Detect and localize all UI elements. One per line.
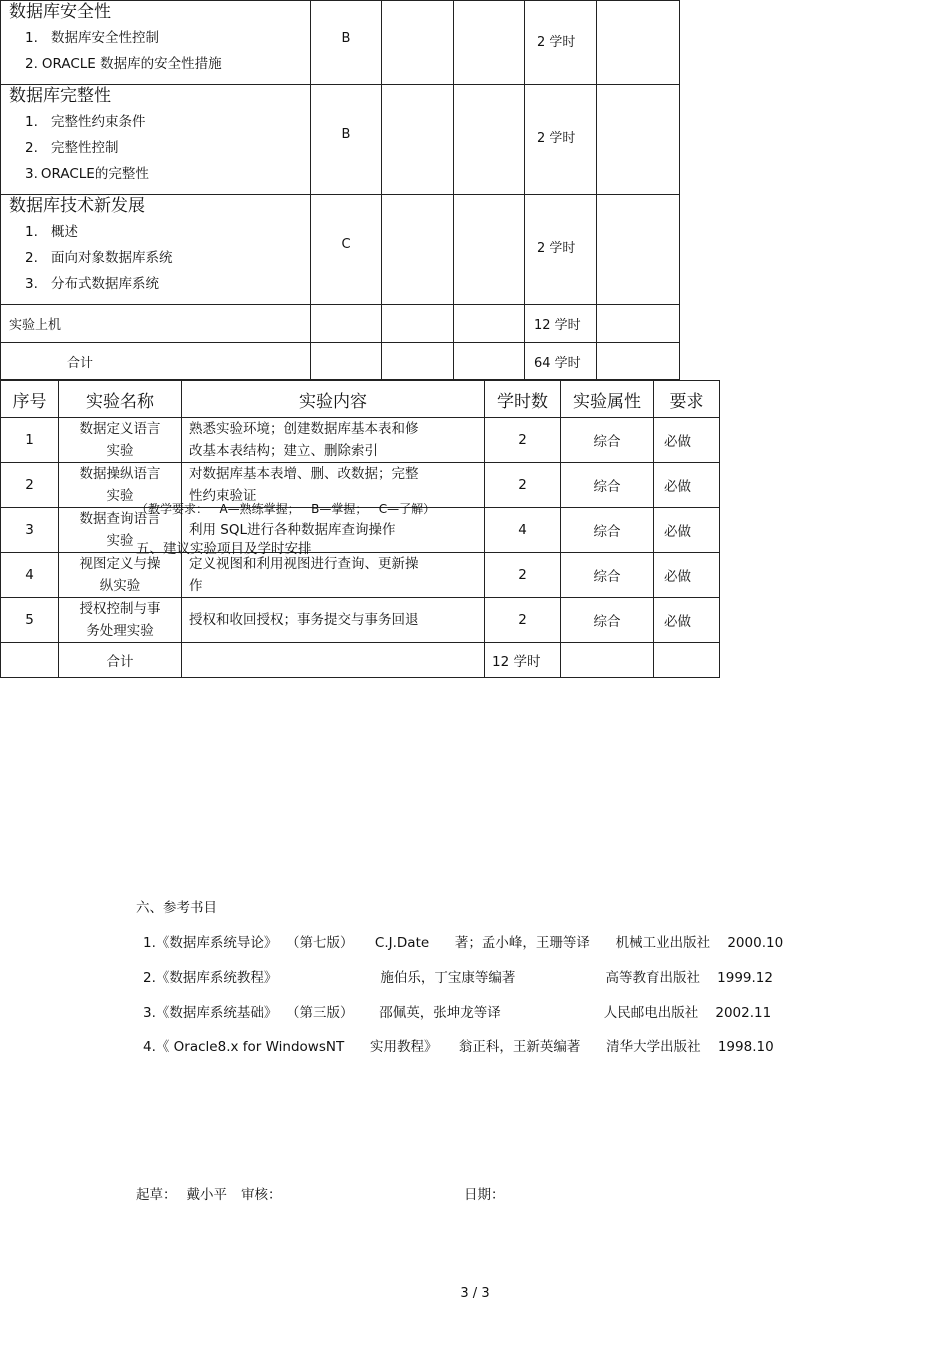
total-hours: 12 学时 bbox=[485, 643, 561, 678]
table-row bbox=[1, 553, 720, 598]
column-header: 学时数 bbox=[485, 381, 561, 418]
experiment-name: 授权控制与事 务处理实验 bbox=[59, 598, 182, 643]
hours-cell: 2 学时 bbox=[525, 85, 597, 195]
section-title: 数据库技术新发展 bbox=[9, 196, 145, 216]
page-number: 3 / 3 bbox=[460, 1286, 490, 1301]
list-item: 3. ORACLE的完整性 bbox=[25, 166, 149, 182]
section-title: 数据库完整性 bbox=[9, 86, 111, 106]
experiment-type: 综合 bbox=[561, 598, 654, 643]
list-item: 1. 完整性约束条件 bbox=[25, 114, 146, 130]
experiment-name: 数据操纵语言 实验 bbox=[59, 463, 182, 508]
lab-label: 实验上机 bbox=[1, 305, 311, 343]
table-row bbox=[1, 598, 720, 643]
empty-cell bbox=[182, 643, 485, 678]
row-number: 1 bbox=[1, 418, 59, 463]
empty-cell bbox=[597, 85, 680, 195]
experiment-type: 综合 bbox=[561, 508, 654, 553]
empty-cell bbox=[654, 643, 720, 678]
experiment-content: 熟悉实验环境；创建数据库基本表和修 改基本表结构；建立、删除索引 bbox=[182, 418, 485, 463]
list-item: 1. 数据库安全性控制 bbox=[25, 30, 159, 46]
table-row bbox=[1, 418, 720, 463]
table-row bbox=[1, 1, 680, 85]
section-cell bbox=[1, 1, 311, 85]
drafter-label: 起草： bbox=[136, 1187, 177, 1203]
total-label: 合计 bbox=[59, 643, 182, 678]
teaching-requirement-note: （教学要求： A—熟练掌握； B—掌握； C—了解） bbox=[136, 502, 436, 516]
grade-cell: B bbox=[311, 1, 382, 85]
date-label: 日期： bbox=[464, 1187, 505, 1203]
experiment-requirement: 必做 bbox=[654, 598, 720, 643]
experiment-requirement: 必做 bbox=[654, 418, 720, 463]
reference-book: 3.《数据库系统基础》 （第三版） 邵佩英，张坤龙等译 人民邮电出版社 2002.11 bbox=[143, 1005, 772, 1021]
experiment-hours: 4 bbox=[485, 508, 561, 553]
drafter-name: 戴小平 bbox=[186, 1187, 227, 1203]
section-title: 数据库安全性 bbox=[9, 2, 111, 22]
empty-cell bbox=[597, 1, 680, 85]
reference-book: 1.《数据库系统导论》 （第七版） C.J.Date 著；孟小峰，王珊等译 机械工业出版社 2000.10 bbox=[143, 935, 784, 951]
empty-cell bbox=[382, 343, 454, 380]
experiment-hours: 2 bbox=[485, 463, 561, 508]
empty-cell bbox=[382, 195, 454, 305]
empty-cell bbox=[454, 305, 525, 343]
empty-cell bbox=[382, 85, 454, 195]
experiment-requirement: 必做 bbox=[654, 553, 720, 598]
footer-line bbox=[136, 1183, 282, 1203]
list-item: 2. ORACLE 数据库的安全性措施 bbox=[25, 56, 222, 72]
experiment-content: 利用 SQL进行各种数据库查询操作 bbox=[182, 508, 485, 553]
empty-cell bbox=[597, 195, 680, 305]
empty-cell bbox=[382, 1, 454, 85]
reviewer-label: 审核： bbox=[241, 1187, 282, 1203]
empty-cell bbox=[1, 643, 59, 678]
experiment-type: 综合 bbox=[561, 418, 654, 463]
experiment-type: 综合 bbox=[561, 463, 654, 508]
table-row bbox=[1, 305, 680, 343]
reference-book: 2.《数据库系统教程》 施伯乐，丁宝康等编著 高等教育出版社 1999.12 bbox=[143, 970, 773, 986]
empty-cell bbox=[454, 85, 525, 195]
empty-cell bbox=[597, 343, 680, 380]
empty-cell bbox=[454, 1, 525, 85]
row-number: 2 bbox=[1, 463, 59, 508]
section-heading: 五、建议实验项目及学时安排 bbox=[136, 541, 312, 557]
table-total-row bbox=[1, 643, 720, 678]
experiment-table bbox=[0, 380, 720, 678]
experiment-hours: 2 bbox=[485, 598, 561, 643]
empty-cell bbox=[454, 195, 525, 305]
list-item: 3. 分布式数据库系统 bbox=[25, 276, 159, 292]
empty-cell bbox=[311, 305, 382, 343]
experiment-name: 数据查询语言 实验 bbox=[59, 508, 182, 553]
empty-cell bbox=[454, 343, 525, 380]
grade-cell: C bbox=[311, 195, 382, 305]
grade-cell: B bbox=[311, 85, 382, 195]
table-row bbox=[1, 343, 680, 380]
empty-cell bbox=[382, 305, 454, 343]
experiment-type: 综合 bbox=[561, 553, 654, 598]
hours-cell: 64 学时 bbox=[525, 343, 597, 380]
hours-cell: 2 学时 bbox=[525, 195, 597, 305]
empty-cell bbox=[597, 305, 680, 343]
column-header: 序号 bbox=[1, 381, 59, 418]
experiment-requirement: 必做 bbox=[654, 508, 720, 553]
row-number: 4 bbox=[1, 553, 59, 598]
experiment-name: 数据定义语言 实验 bbox=[59, 418, 182, 463]
experiment-hours: 2 bbox=[485, 553, 561, 598]
hours-cell: 2 学时 bbox=[525, 1, 597, 85]
list-item: 1. 概述 bbox=[25, 224, 78, 240]
section-heading: 六、参考书目 bbox=[136, 900, 217, 916]
experiment-content: 对数据库基本表增、删、改数据；完整 性约束验证 bbox=[182, 463, 485, 508]
list-item: 2. 面向对象数据库系统 bbox=[25, 250, 173, 266]
list-item: 2. 完整性控制 bbox=[25, 140, 119, 156]
row-number: 3 bbox=[1, 508, 59, 553]
table-row bbox=[1, 85, 680, 195]
section-cell bbox=[1, 85, 311, 195]
total-label: 合计 bbox=[1, 343, 311, 380]
empty-cell bbox=[311, 343, 382, 380]
experiment-content: 授权和收回授权；事务提交与事务回退 bbox=[182, 598, 485, 643]
experiment-hours: 2 bbox=[485, 418, 561, 463]
row-number: 5 bbox=[1, 598, 59, 643]
column-header: 要求 bbox=[654, 381, 720, 418]
column-header: 实验属性 bbox=[561, 381, 654, 418]
course-hours-table bbox=[0, 0, 680, 380]
experiment-content: 定义视图和利用视图进行查询、更新操 作 bbox=[182, 553, 485, 598]
empty-cell bbox=[561, 643, 654, 678]
section-cell bbox=[1, 195, 311, 305]
experiment-requirement: 必做 bbox=[654, 463, 720, 508]
reference-book: 4.《 Oracle8.x for WindowsNT 实用教程》 翁正科，王新英编著 清华大学出版社 1998.10 bbox=[143, 1039, 774, 1055]
hours-cell: 12 学时 bbox=[525, 305, 597, 343]
column-header: 实验名称 bbox=[59, 381, 182, 418]
column-header: 实验内容 bbox=[182, 381, 485, 418]
experiment-name: 视图定义与操 纵实验 bbox=[59, 553, 182, 598]
table-header-row bbox=[1, 381, 720, 418]
table-row bbox=[1, 195, 680, 305]
